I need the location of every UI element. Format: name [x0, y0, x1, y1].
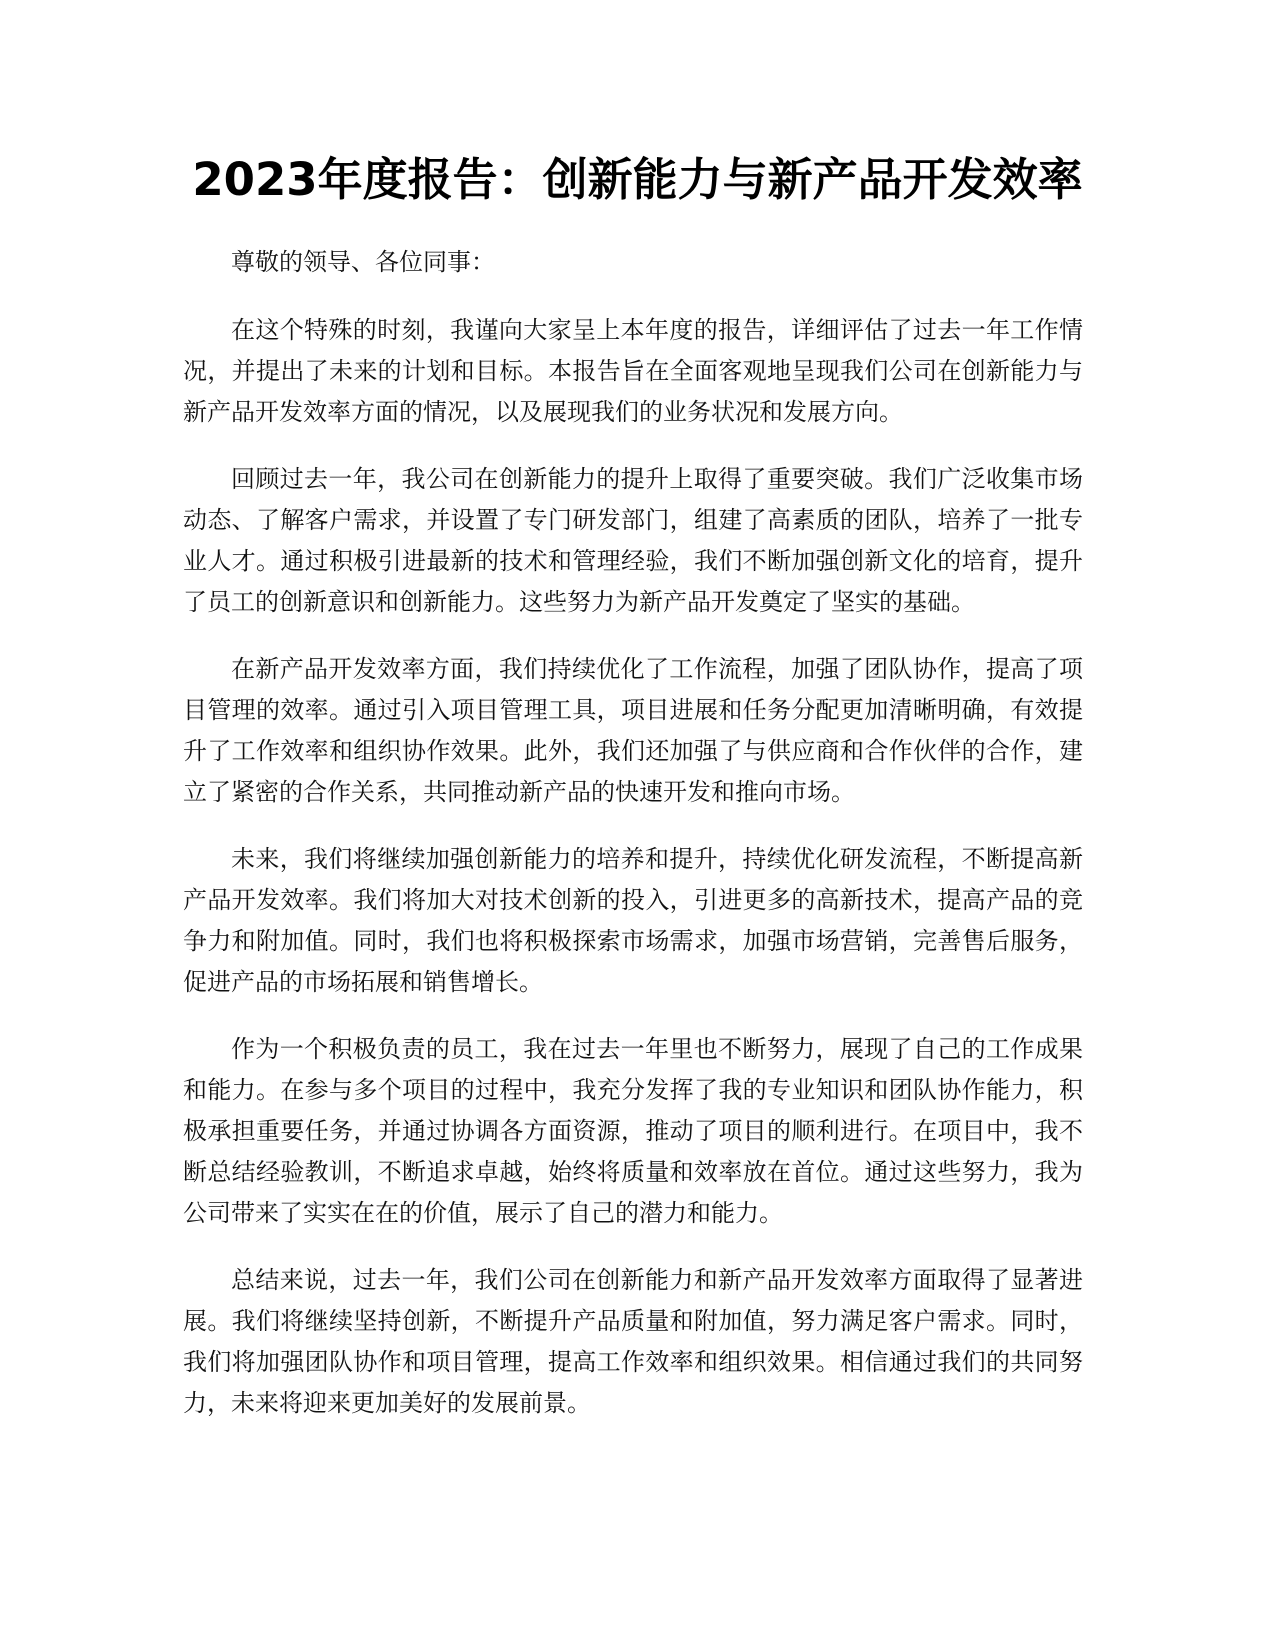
paragraph-future: 未来，我们将继续加强创新能力的培养和提升，持续优化研发流程，不断提高新产品开发效率。我们将加大对技术创新的投入，引进更多的高新技术，提高产品的竞争力和附加值。同时，我们也将积极探索市场需求，加强市场营销，完善售后服务，促进产品的市场拓展和销售增长。 — [183, 845, 1083, 996]
paragraph-review: 回顾过去一年，我公司在创新能力的提升上取得了重要突破。我们广泛收集市场动态、了解客户需求，并设置了专门研发部门，组建了高素质的团队，培养了一批专业人才。通过积极引进最新的技术和管理经验，我们不断加强创新文化的培育，提升了员工的创新意识和创新能力。这些努力为新产品开发奠定了坚实的基础。 — [183, 465, 1083, 616]
document-body — [183, 242, 1083, 1450]
paragraph-intro: 在这个特殊的时刻，我谨向大家呈上本年度的报告，详细评估了过去一年工作情况，并提出了未来的计划和目标。本报告旨在全面客观地呈现我们公司在创新能力与新产品开发效率方面的情况，以及展现我们的业务状况和发展方向。 — [183, 316, 1083, 426]
salutation: 尊敬的领导、各位同事： — [231, 248, 495, 276]
paragraph-personal: 作为一个积极负责的员工，我在过去一年里也不断努力，展现了自己的工作成果和能力。在参与多个项目的过程中，我充分发挥了我的专业知识和团队协作能力，积极承担重要任务，并通过协调各方面资源，推动了项目的顺利进行。在项目中，我不断总结经验教训，不断追求卓越，始终将质量和效率放在首位。通过这些努力，我为公司带来了实实在在的价值，展示了自己的潜力和能力。 — [183, 1035, 1083, 1227]
document-title: 2023年度报告：创新能力与新产品开发效率 — [192, 153, 1083, 206]
paragraph-summary: 总结来说，过去一年，我们公司在创新能力和新产品开发效率方面取得了显著进展。我们将继续坚持创新，不断提升产品质量和附加值，努力满足客户需求。同时，我们将加强团队协作和项目管理，提高工作效率和组织效果。相信通过我们的共同努力，未来将迎来更加美好的发展前景。 — [183, 1266, 1083, 1417]
paragraph-efficiency: 在新产品开发效率方面，我们持续优化了工作流程，加强了团队协作，提高了项目管理的效率。通过引入项目管理工具，项目进展和任务分配更加清晰明确，有效提升了工作效率和组织协作效果。此外，我们还加强了与供应商和合作伙伴的合作，建立了紧密的合作关系，共同推动新产品的快速开发和推向市场。 — [183, 655, 1083, 806]
